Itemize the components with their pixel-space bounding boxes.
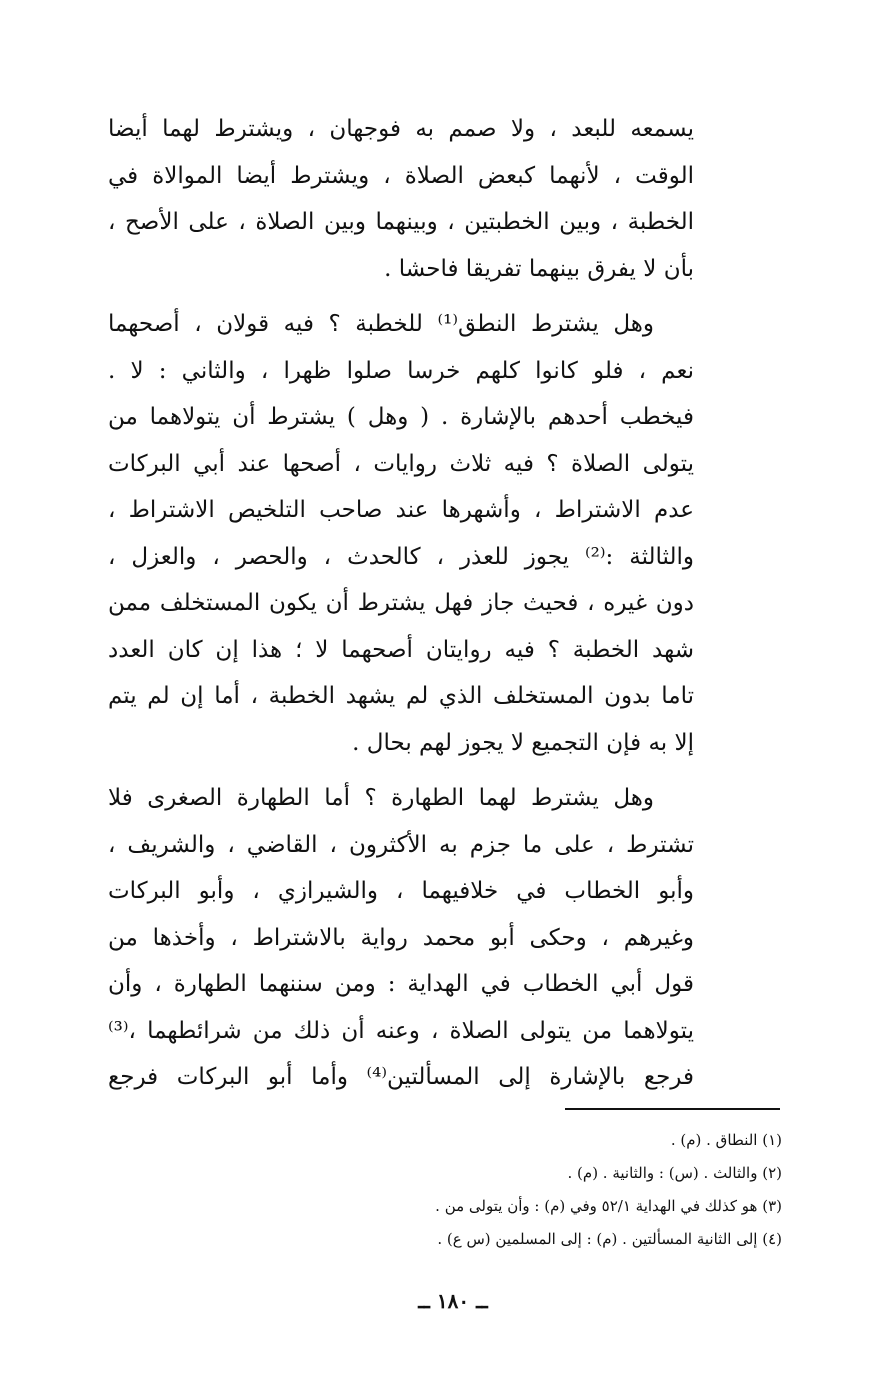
- text-line: وهل يشترط النطق⁽¹⁾ للخطبة ؟ فيه قولان ، أصحهما: [108, 311, 655, 337]
- text-line: إلا به فإن التجميع لا يجوز لهم بحال .: [352, 729, 694, 756]
- text-line: دون غيره ، فحيث جاز فهل يشترط أن يكون المستخلف ممن: [108, 590, 694, 616]
- page-number: ــ ١٨٠ ــ: [418, 1289, 488, 1313]
- text-line: فرجع بالإشارة إلى المسألتين⁽⁴⁾ وأما أبو البركات فرجع: [108, 1064, 694, 1090]
- paragraph-2: [108, 301, 694, 766]
- text-line: وهل يشترط لهما الطهارة ؟ أما الطهارة الصغرى فلا: [108, 785, 654, 811]
- footnotes: [300, 1124, 782, 1256]
- text-line: يتولاهما من يتولى الصلاة ، وعنه أن ذلك من شرائطهما ،⁽³⁾: [108, 1017, 694, 1044]
- text-line: الخطبة ، وبين الخطبتين ، وبينهما وبين الصلاة ، على الأصح ،: [108, 209, 694, 235]
- text-line: تشترط ، على ما جزم به الأكثرون ، القاضي ، والشريف ،: [108, 831, 694, 858]
- text-line: نعم ، فلو كانوا كلهم خرسا صلوا ظهرا ، والثاني : لا .: [108, 357, 694, 384]
- footnote-2: (٢) والثالث . (س) : والثانية . (م) .: [567, 1164, 782, 1182]
- text-line: يتولى الصلاة ؟ فيه ثلاث روايات ، أصحها عند أبي البركات: [108, 450, 694, 477]
- text-line: عدم الاشتراط ، وأشهرها عند صاحب التلخيص الاشتراط ،: [108, 497, 694, 523]
- text-line: قول أبي الخطاب في الهداية : ومن سننهما الطهارة ، وأن: [108, 971, 694, 997]
- paragraph-1: [108, 106, 694, 292]
- text-line: بأن لا يفرق بينهما تفريقا فاحشا .: [384, 255, 694, 282]
- text-line: والثالثة :⁽²⁾ يجوز للعذر ، كالحدث ، والحصر ، والعزل ،: [108, 543, 694, 570]
- footnote-1: (١) النطاق . (م) .: [670, 1131, 782, 1149]
- text-line: وأبو الخطاب في خلافيهما ، والشيرازي ، وأبو البركات: [108, 878, 694, 904]
- footnote-3: (٣) هو كذلك في الهداية ٥٢/١ وفي (م) : وأن يتولى من .: [435, 1197, 782, 1215]
- main-text: [108, 106, 694, 1110]
- text-line: فيخطب أحدهم بالإشارة . ( وهل ) يشترط أن يتولاهما من: [108, 404, 694, 430]
- text-line: يسمعه للبعد ، ولا صمم به فوجهان ، ويشترط لهما أيضا: [108, 116, 694, 142]
- text-line: الوقت ، لأنهما كبعض الصلاة ، ويشترط أيضا الموالاة في: [108, 162, 694, 189]
- footnote-4: (٤) إلى الثانية المسألتين . (م) : إلى المسلمين (س ع) .: [437, 1230, 782, 1248]
- paragraph-3: [108, 775, 694, 1101]
- text-line: شهد الخطبة ؟ فيه روايتان أصحهما لا ؛ هذا إن كان العدد: [108, 636, 694, 663]
- text-line: تاما بدون المستخلف الذي لم يشهد الخطبة ، أما إن لم يتم: [108, 683, 694, 709]
- text-line: وغيرهم ، وحكى أبو محمد رواية بالاشتراط ، وأخذها من: [108, 924, 694, 951]
- footnote-separator: [565, 1108, 780, 1110]
